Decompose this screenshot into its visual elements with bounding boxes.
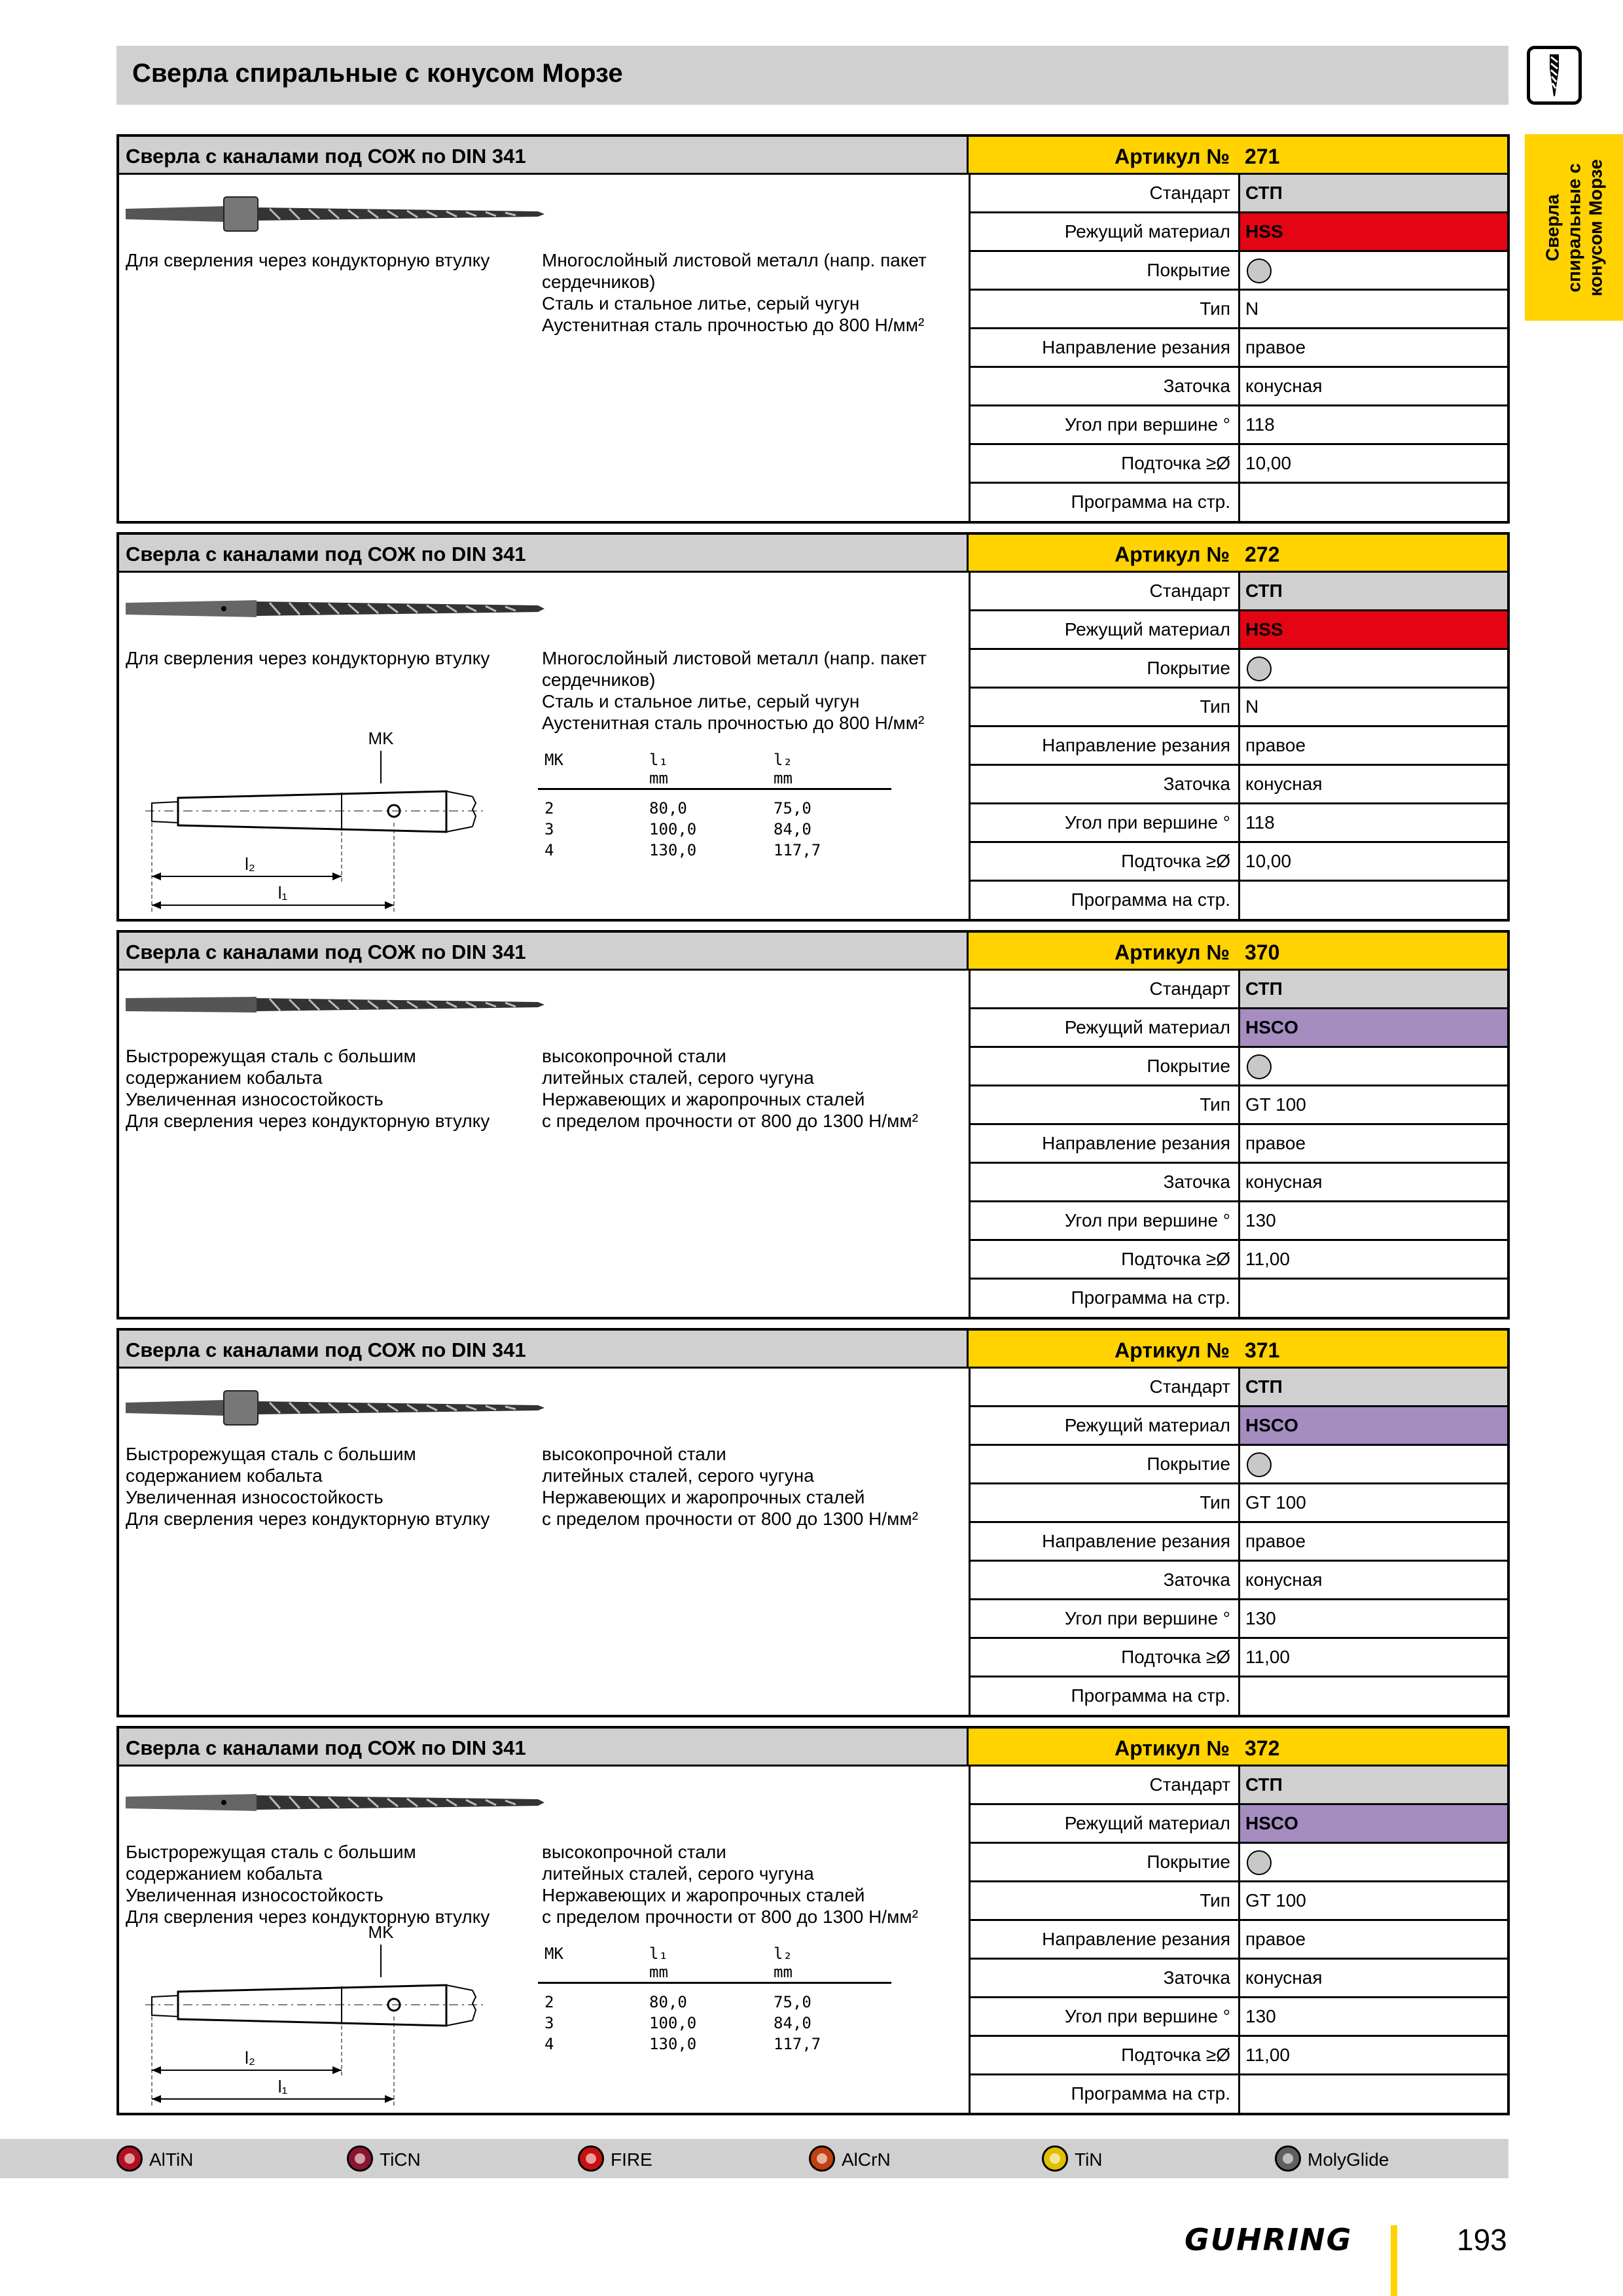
prop-standard-label: Стандарт — [971, 1369, 1240, 1405]
prop-standard-cell — [1240, 573, 1507, 609]
prop-angle-label: Угол при вершине ° — [971, 1998, 1240, 2035]
prop-angle-label: Угол при вершине ° — [971, 1202, 1240, 1239]
prop-material-label: Режущий материал — [971, 213, 1240, 250]
properties-table — [969, 1767, 1507, 2113]
prop-direction-cell — [1240, 1921, 1507, 1958]
dim-l2: 75,0 — [774, 1993, 812, 2011]
prop-coating-cell — [1240, 1446, 1507, 1482]
svg-text:MK: MK — [368, 1925, 394, 1942]
prop-row-thinning — [971, 445, 1507, 484]
prop-thinning-value: 10,00 — [1245, 851, 1292, 871]
prop-row-coating — [971, 1844, 1507, 1882]
prop-type-value: N — [1245, 298, 1259, 319]
prop-program-cell — [1240, 1677, 1507, 1716]
prop-standard-value: СТП — [1245, 581, 1283, 601]
prop-grind-label: Заточка — [971, 1562, 1240, 1598]
prop-grind-cell — [1240, 766, 1507, 802]
prop-program-cell — [1240, 484, 1507, 522]
prop-row-coating — [971, 650, 1507, 689]
svg-text:l₂: l₂ — [245, 2048, 255, 2068]
prop-grind-value: конусная — [1245, 376, 1323, 396]
prop-program-label: Программа на стр. — [971, 484, 1240, 522]
page-title: Сверла спиральные с конусом Морзе — [132, 59, 623, 88]
section-title: Сверла с каналами под СОЖ по DIN 341 — [126, 941, 526, 963]
prop-thinning-cell — [1240, 1639, 1507, 1676]
dimension-drawing — [145, 1925, 512, 2111]
legend-label: TiN — [1075, 2149, 1103, 2170]
prop-type-label: Тип — [971, 1086, 1240, 1123]
section-title: Сверла с каналами под СОЖ по DIN 341 — [126, 1736, 526, 1759]
article-label: Артикул № — [1115, 543, 1230, 566]
prop-row-direction — [971, 1125, 1507, 1164]
dim-header-mk: MK — [544, 1945, 563, 1963]
prop-grind-value: конусная — [1245, 1967, 1323, 1988]
prop-coating-cell — [1240, 1844, 1507, 1880]
prop-row-angle — [971, 804, 1507, 843]
coating-altin-icon — [116, 2145, 143, 2172]
coating-uncoated-icon — [1247, 1452, 1272, 1477]
svg-text:l₁: l₁ — [277, 883, 288, 903]
prop-program-label: Программа на стр. — [971, 1677, 1240, 1716]
prop-direction-value: правое — [1245, 1531, 1306, 1551]
prop-grind-label: Заточка — [971, 1960, 1240, 1996]
prop-thinning-label: Подточка ≥Ø — [971, 1639, 1240, 1676]
article-number: 272 — [1245, 543, 1280, 566]
prop-program-label: Программа на стр. — [971, 882, 1240, 920]
properties-table — [969, 175, 1507, 521]
prop-type-value: GT 100 — [1245, 1890, 1306, 1910]
prop-standard-value: СТП — [1245, 1774, 1283, 1795]
prop-row-program — [971, 2075, 1507, 2114]
svg-text:l₂: l₂ — [245, 854, 255, 874]
prop-angle-cell — [1240, 1202, 1507, 1239]
prop-material-value: HSCO — [1245, 1813, 1298, 1833]
prop-material-cell — [1240, 611, 1507, 648]
application-notes: Быстрорежущая сталь с большим содержанием кобальта Увеличенная износостойкость Для сверления через кондукторную втулку — [126, 1444, 490, 1529]
prop-type-value: N — [1245, 696, 1259, 717]
article-label: Артикул № — [1115, 145, 1230, 168]
prop-direction-label: Направление резания — [971, 1523, 1240, 1560]
properties-table — [969, 971, 1507, 1317]
prop-grind-cell — [1240, 1562, 1507, 1598]
prop-row-type — [971, 1086, 1507, 1125]
prop-coating-label: Покрытие — [971, 1048, 1240, 1085]
prop-program-label: Программа на стр. — [971, 2075, 1240, 2114]
properties-table — [969, 1369, 1507, 1715]
dim-l1: 100,0 — [649, 2014, 697, 2032]
product-section-370 — [116, 930, 1510, 1319]
prop-grind-value: конусная — [1245, 1570, 1323, 1590]
dim-mk: 4 — [544, 2035, 554, 2053]
prop-standard-cell — [1240, 175, 1507, 211]
prop-type-label: Тип — [971, 689, 1240, 725]
coating-alcrn-icon — [809, 2145, 835, 2172]
prop-row-material — [971, 1407, 1507, 1446]
svg-text:MK: MK — [368, 731, 394, 748]
coating-uncoated-icon — [1247, 656, 1272, 681]
prop-angle-value: 118 — [1245, 812, 1275, 833]
prop-row-type — [971, 291, 1507, 329]
prop-standard-cell — [1240, 1369, 1507, 1405]
prop-row-angle — [971, 1600, 1507, 1639]
dim-mk: 2 — [544, 799, 554, 817]
legend-label: AlCrN — [842, 2149, 891, 2170]
prop-thinning-label: Подточка ≥Ø — [971, 445, 1240, 482]
product-section-272 — [116, 532, 1510, 922]
prop-type-cell — [1240, 689, 1507, 725]
prop-standard-value: СТП — [1245, 183, 1283, 203]
application-notes: Быстрорежущая сталь с большим содержанием кобальта Увеличенная износостойкость Для сверления через кондукторную втулку — [126, 1046, 490, 1131]
prop-thinning-cell — [1240, 2037, 1507, 2073]
material-notes: высокопрочной стали литейных сталей, серого чугуна Нержавеющих и жаропрочных сталей с пределом прочности от 800 до 1300 Н/мм² — [542, 1046, 918, 1131]
section-title-bar — [119, 535, 969, 573]
section-title: Сверла с каналами под СОЖ по DIN 341 — [126, 145, 526, 168]
dim-l2: 117,7 — [774, 2035, 821, 2053]
prop-grind-cell — [1240, 368, 1507, 404]
prop-direction-value: правое — [1245, 735, 1306, 755]
prop-direction-value: правое — [1245, 337, 1306, 357]
application-notes: Быстрорежущая сталь с большим содержанием кобальта Увеличенная износостойкость Для сверления через кондукторную втулку — [126, 1842, 490, 1927]
prop-direction-label: Направление резания — [971, 329, 1240, 366]
prop-standard-label: Стандарт — [971, 1767, 1240, 1803]
prop-coating-label: Покрытие — [971, 1844, 1240, 1880]
prop-row-program — [971, 1677, 1507, 1716]
prop-row-angle — [971, 406, 1507, 445]
dim-l2: 75,0 — [774, 799, 812, 817]
legend-label: MolyGlide — [1308, 2149, 1389, 2170]
prop-material-value: HSS — [1245, 619, 1283, 639]
side-tab-label: Сверла спиральные с конусом Морзе — [1542, 158, 1606, 296]
dim-mk: 3 — [544, 820, 554, 838]
section-title-bar — [119, 933, 969, 971]
dim-header-l1: l₁ mm — [649, 1945, 668, 1981]
prop-program-cell — [1240, 882, 1507, 920]
prop-material-label: Режущий материал — [971, 611, 1240, 648]
prop-angle-label: Угол при вершине ° — [971, 804, 1240, 841]
prop-direction-cell — [1240, 1125, 1507, 1162]
prop-angle-cell — [1240, 406, 1507, 443]
dim-header-l2: l₂ mm — [774, 751, 793, 787]
prop-row-type — [971, 1882, 1507, 1921]
prop-type-cell — [1240, 291, 1507, 327]
dim-header-l2: l₂ mm — [774, 1945, 793, 1981]
prop-type-cell — [1240, 1484, 1507, 1521]
article-header — [969, 1331, 1507, 1369]
prop-angle-value: 130 — [1245, 1608, 1276, 1628]
prop-direction-label: Направление резания — [971, 1921, 1240, 1958]
product-section-372 — [116, 1726, 1510, 2115]
coating-fire-icon — [578, 2145, 604, 2172]
prop-row-standard — [971, 573, 1507, 611]
prop-row-angle — [971, 1998, 1507, 2037]
article-number: 372 — [1245, 1736, 1280, 1760]
prop-material-value: HSCO — [1245, 1415, 1298, 1435]
article-number: 370 — [1245, 941, 1280, 964]
dim-table-row — [538, 820, 891, 841]
prop-row-angle — [971, 1202, 1507, 1241]
prop-coating-label: Покрытие — [971, 252, 1240, 289]
drill-image — [126, 194, 544, 237]
prop-direction-label: Направление резания — [971, 727, 1240, 764]
material-notes: Многослойный листовой металл (напр. пакет сердечников) Сталь и стальное литье, серый чугун Аустенитная сталь прочностью до 800 Н/мм² — [542, 648, 927, 733]
dim-mk: 2 — [544, 1993, 554, 2011]
coating-ticn-icon — [347, 2145, 373, 2172]
prop-thinning-label: Подточка ≥Ø — [971, 843, 1240, 880]
prop-coating-cell — [1240, 1048, 1507, 1085]
legend-label: AlTiN — [149, 2149, 194, 2170]
dimension-table — [538, 1945, 891, 2056]
coating-uncoated-icon — [1247, 1054, 1272, 1079]
prop-type-cell — [1240, 1086, 1507, 1123]
dim-table-row — [538, 799, 891, 820]
prop-thinning-value: 11,00 — [1245, 1647, 1290, 1667]
prop-type-label: Тип — [971, 291, 1240, 327]
brand-logo: GUHRING — [1185, 2222, 1353, 2257]
prop-row-type — [971, 689, 1507, 727]
drill-category-icon — [1527, 46, 1582, 105]
article-header — [969, 535, 1507, 573]
dim-table-row — [538, 841, 891, 862]
prop-row-program — [971, 882, 1507, 920]
prop-standard-cell — [1240, 971, 1507, 1007]
prop-row-type — [971, 1484, 1507, 1523]
dimension-table — [538, 751, 891, 862]
legend-label: FIRE — [611, 2149, 652, 2170]
article-number: 371 — [1245, 1338, 1280, 1362]
prop-coating-cell — [1240, 252, 1507, 289]
prop-row-coating — [971, 1048, 1507, 1086]
prop-row-program — [971, 1280, 1507, 1318]
legend-label: TiCN — [380, 2149, 421, 2170]
prop-program-cell — [1240, 2075, 1507, 2114]
prop-program-label: Программа на стр. — [971, 1280, 1240, 1318]
prop-grind-label: Заточка — [971, 766, 1240, 802]
prop-standard-label: Стандарт — [971, 573, 1240, 609]
dim-mk: 4 — [544, 841, 554, 859]
prop-material-label: Режущий материал — [971, 1805, 1240, 1842]
prop-row-standard — [971, 971, 1507, 1009]
prop-row-material — [971, 213, 1507, 252]
prop-row-grind — [971, 1562, 1507, 1600]
prop-type-value: GT 100 — [1245, 1492, 1306, 1513]
prop-material-label: Режущий материал — [971, 1009, 1240, 1046]
prop-row-coating — [971, 252, 1507, 291]
application-notes: Для сверления через кондукторную втулку — [126, 250, 490, 270]
coating-tin-icon — [1042, 2145, 1068, 2172]
prop-row-thinning — [971, 843, 1507, 882]
prop-direction-value: правое — [1245, 1929, 1306, 1949]
section-title-bar — [119, 1331, 969, 1369]
section-title: Сверла с каналами под СОЖ по DIN 341 — [126, 1338, 526, 1361]
prop-standard-label: Стандарт — [971, 971, 1240, 1007]
prop-material-label: Режущий материал — [971, 1407, 1240, 1444]
prop-angle-value: 130 — [1245, 1210, 1276, 1230]
prop-row-material — [971, 1805, 1507, 1844]
prop-thinning-value: 11,00 — [1245, 1249, 1290, 1269]
coating-molyglide-icon — [1275, 2145, 1301, 2172]
dim-l1: 100,0 — [649, 820, 697, 838]
prop-row-grind — [971, 1164, 1507, 1202]
prop-type-value: GT 100 — [1245, 1094, 1306, 1115]
prop-row-material — [971, 611, 1507, 650]
prop-row-program — [971, 484, 1507, 522]
prop-type-label: Тип — [971, 1484, 1240, 1521]
prop-thinning-value: 10,00 — [1245, 453, 1292, 473]
prop-coating-label: Покрытие — [971, 1446, 1240, 1482]
dim-l2: 117,7 — [774, 841, 821, 859]
prop-direction-cell — [1240, 1523, 1507, 1560]
prop-angle-cell — [1240, 804, 1507, 841]
dim-l1: 80,0 — [649, 799, 687, 817]
prop-direction-cell — [1240, 727, 1507, 764]
prop-material-cell — [1240, 1407, 1507, 1444]
prop-coating-cell — [1240, 650, 1507, 687]
prop-material-value: HSS — [1245, 221, 1283, 242]
prop-thinning-label: Подточка ≥Ø — [971, 1241, 1240, 1278]
prop-standard-cell — [1240, 1767, 1507, 1803]
prop-material-cell — [1240, 1805, 1507, 1842]
article-label: Артикул № — [1115, 1736, 1230, 1760]
dimension-drawing — [145, 731, 512, 918]
product-section-371 — [116, 1328, 1510, 1717]
prop-standard-label: Стандарт — [971, 175, 1240, 211]
prop-row-standard — [971, 1767, 1507, 1805]
dim-header-l1: l₁ mm — [649, 751, 668, 787]
dim-header-mk: MK — [544, 751, 563, 769]
article-header — [969, 933, 1507, 971]
footer-divider — [1391, 2225, 1397, 2296]
prop-row-direction — [971, 329, 1507, 368]
prop-coating-label: Покрытие — [971, 650, 1240, 687]
drill-image — [126, 1388, 544, 1431]
prop-grind-value: конусная — [1245, 1172, 1323, 1192]
prop-row-direction — [971, 1921, 1507, 1960]
dim-table-row — [538, 1993, 891, 2014]
dim-table-header — [538, 751, 891, 790]
coating-uncoated-icon — [1247, 259, 1272, 283]
prop-row-direction — [971, 1523, 1507, 1562]
coating-uncoated-icon — [1247, 1850, 1272, 1875]
prop-grind-value: конусная — [1245, 774, 1323, 794]
prop-thinning-value: 11,00 — [1245, 2045, 1290, 2065]
dim-l2: 84,0 — [774, 820, 812, 838]
prop-material-cell — [1240, 1009, 1507, 1046]
prop-angle-value: 130 — [1245, 2006, 1276, 2026]
prop-direction-cell — [1240, 329, 1507, 366]
prop-row-grind — [971, 368, 1507, 406]
drill-image — [126, 592, 544, 628]
material-notes: высокопрочной стали литейных сталей, серого чугуна Нержавеющих и жаропрочных сталей с пределом прочности от 800 до 1300 Н/мм² — [542, 1842, 918, 1927]
prop-thinning-label: Подточка ≥Ø — [971, 2037, 1240, 2073]
prop-thinning-cell — [1240, 843, 1507, 880]
dim-table-row — [538, 2014, 891, 2035]
application-notes: Для сверления через кондукторную втулку — [126, 648, 490, 668]
prop-row-material — [971, 1009, 1507, 1048]
dim-table-header — [538, 1945, 891, 1984]
prop-row-thinning — [971, 2037, 1507, 2075]
dim-l1: 130,0 — [649, 2035, 697, 2053]
svg-text:l₁: l₁ — [277, 2077, 288, 2096]
article-header — [969, 137, 1507, 175]
prop-grind-cell — [1240, 1164, 1507, 1200]
prop-angle-value: 118 — [1245, 414, 1275, 435]
material-notes: Многослойный листовой металл (напр. пакет сердечников) Сталь и стальное литье, серый чугун Аустенитная сталь прочностью до 800 Н/мм² — [542, 250, 927, 335]
prop-angle-label: Угол при вершине ° — [971, 406, 1240, 443]
prop-thinning-cell — [1240, 445, 1507, 482]
drill-image — [126, 1786, 544, 1822]
article-label: Артикул № — [1115, 1338, 1230, 1362]
product-section-271 — [116, 134, 1510, 524]
dim-l1: 130,0 — [649, 841, 697, 859]
coating-legend — [0, 2139, 1508, 2178]
drill-image — [126, 990, 544, 1022]
page-number: 193 — [1457, 2223, 1507, 2257]
section-side-tab[interactable] — [1525, 134, 1623, 321]
prop-direction-label: Направление резания — [971, 1125, 1240, 1162]
section-title-bar — [119, 137, 969, 175]
properties-table — [969, 573, 1507, 919]
section-title: Сверла с каналами под СОЖ по DIN 341 — [126, 543, 526, 565]
prop-standard-value: СТП — [1245, 1376, 1283, 1397]
prop-row-standard — [971, 175, 1507, 213]
prop-angle-cell — [1240, 1600, 1507, 1637]
prop-type-cell — [1240, 1882, 1507, 1919]
prop-grind-label: Заточка — [971, 1164, 1240, 1200]
prop-material-cell — [1240, 213, 1507, 250]
prop-row-thinning — [971, 1241, 1507, 1280]
prop-grind-label: Заточка — [971, 368, 1240, 404]
page-header — [116, 46, 1508, 105]
prop-direction-value: правое — [1245, 1133, 1306, 1153]
prop-row-standard — [971, 1369, 1507, 1407]
prop-row-direction — [971, 727, 1507, 766]
prop-grind-cell — [1240, 1960, 1507, 1996]
dim-l1: 80,0 — [649, 1993, 687, 2011]
prop-row-grind — [971, 1960, 1507, 1998]
dim-l2: 84,0 — [774, 2014, 812, 2032]
dim-mk: 3 — [544, 2014, 554, 2032]
prop-thinning-cell — [1240, 1241, 1507, 1278]
prop-standard-value: СТП — [1245, 978, 1283, 999]
material-notes: высокопрочной стали литейных сталей, серого чугуна Нержавеющих и жаропрочных сталей с пределом прочности от 800 до 1300 Н/мм² — [542, 1444, 918, 1529]
article-number: 271 — [1245, 145, 1280, 168]
dim-table-row — [538, 2035, 891, 2056]
prop-row-grind — [971, 766, 1507, 804]
prop-program-cell — [1240, 1280, 1507, 1318]
prop-type-label: Тип — [971, 1882, 1240, 1919]
prop-angle-label: Угол при вершине ° — [971, 1600, 1240, 1637]
section-title-bar — [119, 1729, 969, 1767]
prop-angle-cell — [1240, 1998, 1507, 2035]
prop-material-value: HSCO — [1245, 1017, 1298, 1037]
article-header — [969, 1729, 1507, 1767]
article-label: Артикул № — [1115, 941, 1230, 964]
prop-row-coating — [971, 1446, 1507, 1484]
prop-row-thinning — [971, 1639, 1507, 1677]
